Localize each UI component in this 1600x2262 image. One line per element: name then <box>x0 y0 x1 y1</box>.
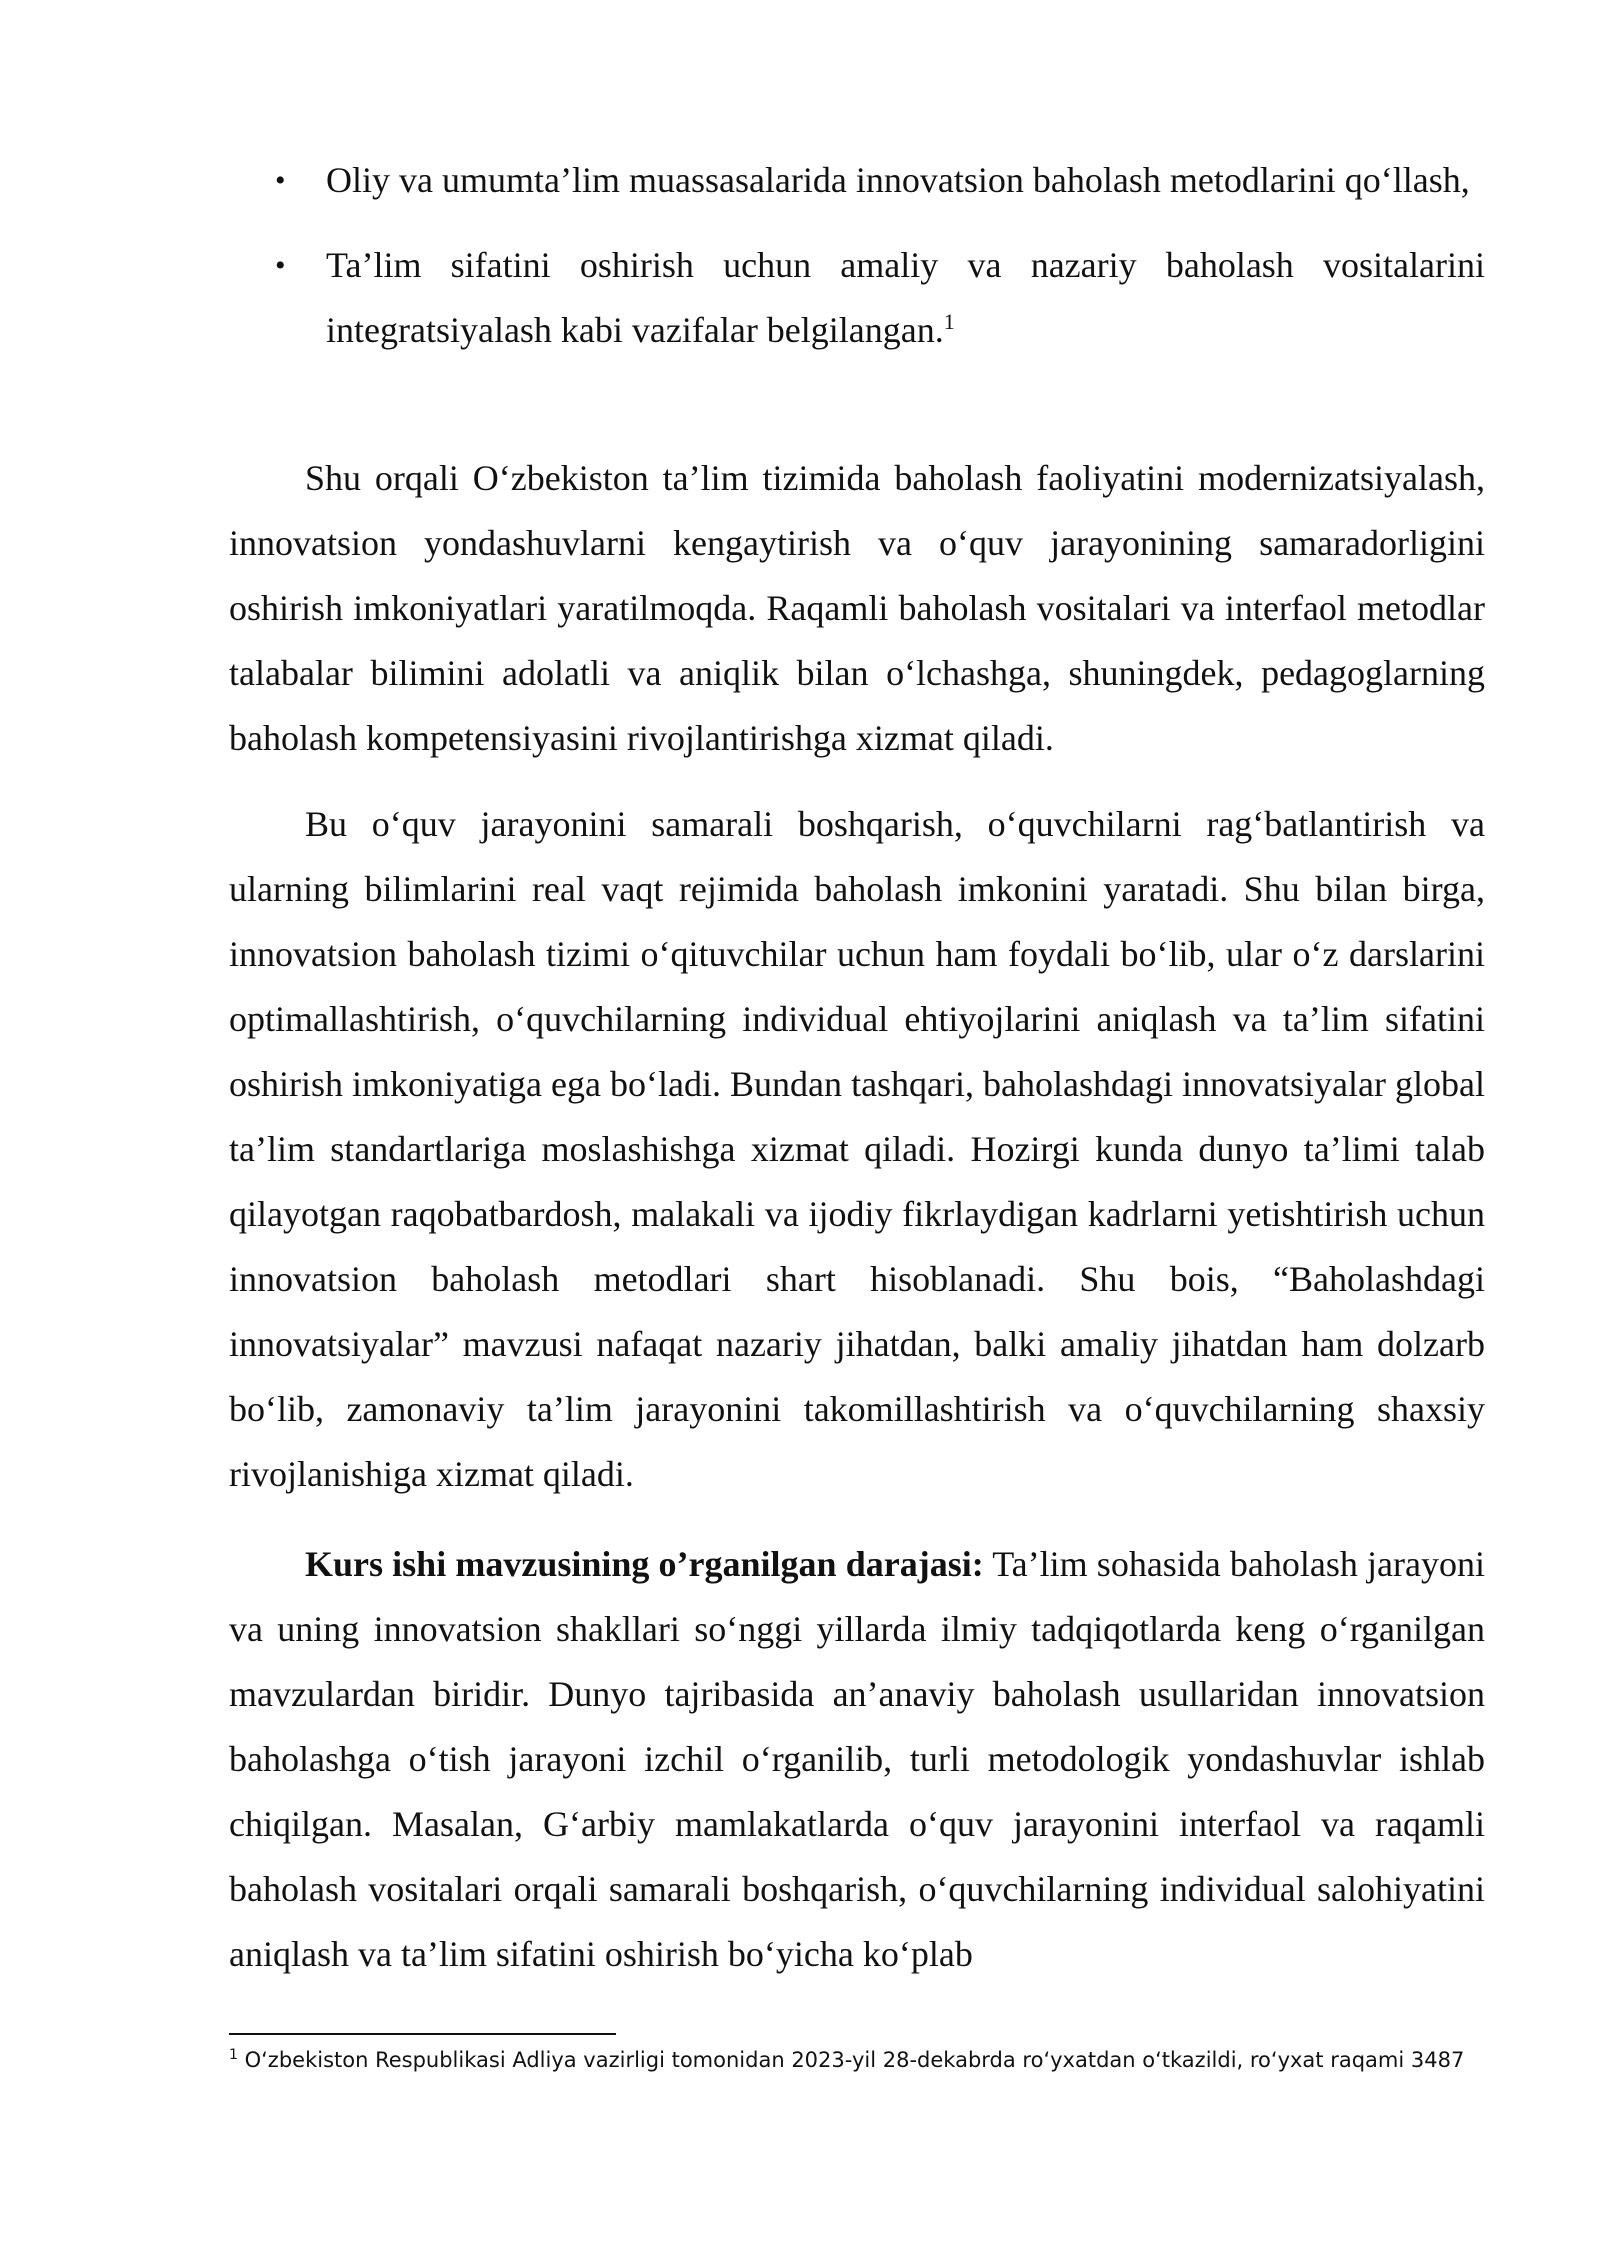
footnote <box>229 2043 1469 2077</box>
task-bullet-list <box>229 148 1485 383</box>
paragraph-text: Shu orqali O‘zbekiston ta’lim tizimida baholash faoliyatini modernizatsiyalash, innovatsion yondashuvlarni kengaytirish va o‘quv jarayonining samaradorligini oshirish imkoniyatlari yaratilmoqda. Raqamli baholash vositalari va interfaol metodlar talabalar bilimini adolatli va aniqlik bilan o‘lchashga, shuningdek, pedagoglarning baholash kompetensiyasini rivojlantirishga xizmat qiladi. <box>229 458 1485 758</box>
bullet-icon: • <box>275 249 286 282</box>
body-paragraph <box>229 1532 1485 1987</box>
bullet-icon: • <box>275 164 286 197</box>
paragraph-text: Ta’lim sohasida baholash jarayoni va uning innovatsion shakllari so‘nggi yillarda ilmiy tadqiqotlarda keng o‘rganilgan mavzulardan biridir. Dunyo tajribasida an’anaviy baholash usullaridan innovatsion baholashga o‘tish jarayoni izchil o‘rganilib, turli metodologik yondashuvlar ishlab chiqilgan. Masalan, G‘arbiy mamlakatlarda o‘quv jarayonini interfaol va raqamli baholash vositalari orqali samarali boshqarish, o‘quvchilarning individual salohiyatini aniqlash va ta’lim sifatini oshirish bo‘yicha ko‘plab <box>229 1544 1485 1974</box>
footnote-text: O‘zbekiston Respublikasi Adliya vazirligi tomonidan 2023-yil 28-dekabrda ro‘yxatdan o‘tkazildi, ro‘yxat raqami 3487 <box>237 2048 1465 2072</box>
bullet-text: Oliy va umumta’lim muassasalarida innovatsion baholash metodlarini qo‘llash, <box>326 160 1470 200</box>
paragraph-text: Bu o‘quv jarayonini samarali boshqarish, o‘quvchilarni rag‘batlantirish va ularning bilimlarini real vaqt rejimida baholash imkonini yaratadi. Shu bilan birga, innovatsion baholash tizimi o‘qituvchilar uchun ham foydali bo‘lib, ular o‘z darslarini optimallashtirish, o‘quvchilarning individual ehtiyojlarini aniqlash va ta’lim sifatini oshirish imkoniyatiga ega bo‘ladi. Bundan tashqari, baholashdagi innovatsiyalar global ta’lim standartlariga moslashishga xizmat qiladi. Hozirgi kunda dunyo ta’limi talab qilayotgan raqobatbardosh, malakali va ijodiy fikrlaydigan kadrlarni yetishtirish uchun innovatsion baholash metodlari shart hisoblanadi. Shu bois, “Baholashdagi innovatsiyalar” mavzusi nafaqat nazariy jihatdan, balki amaliy jihatdan ham dolzarb bo‘lib, zamonaviy ta’lim jarayonini takomillashtirish va o‘quvchilarning shaxsiy rivojlanishiga xizmat qiladi. <box>229 804 1485 1494</box>
footnote-number: 1 <box>229 2047 238 2063</box>
body-paragraph <box>229 792 1485 1507</box>
list-item <box>229 233 1485 363</box>
footnote-reference[interactable]: 1 <box>943 309 955 334</box>
footnote-separator <box>229 2033 616 2035</box>
body-paragraph <box>229 446 1485 771</box>
bullet-text: Ta’lim sifatini oshirish uchun amaliy va nazariy baholash vositalarini integratsiyalash kabi vazifalar belgilangan. <box>326 245 1485 350</box>
section-heading-inline: Kurs ishi mavzusining o’rganilgan darajasi: <box>305 1544 984 1584</box>
list-item <box>229 148 1485 213</box>
